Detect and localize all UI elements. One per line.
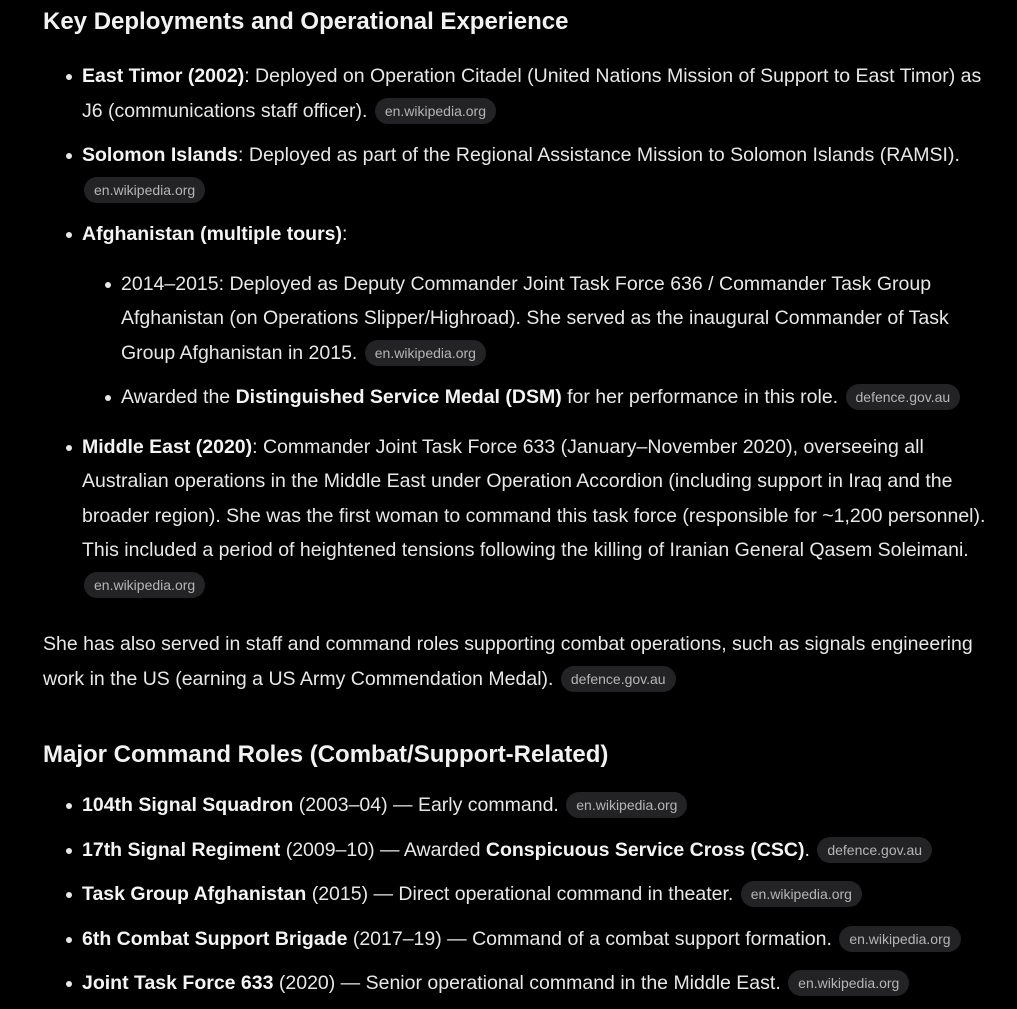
sublist-item [82, 380, 997, 415]
item-title: Joint Task Force 633 [82, 972, 274, 994]
item-text: (2020) — Senior operational command in the Middle East. [273, 972, 781, 994]
item-text: Awarded the [121, 386, 236, 408]
source-chip[interactable]: defence.gov.au [561, 666, 676, 692]
item-title: 6th Combat Support Brigade [82, 927, 348, 950]
sublist-item [82, 267, 997, 371]
list-item [43, 788, 997, 823]
item-text: 2014–2015: Deployed as Deputy Commander Joint Task Force 636 / Commander Task Group Afghanistan (on Operations Slipper/Highroad). She served as the inaugural Commander of Task Group Afghanistan in 2015. [121, 272, 949, 364]
list-item [43, 138, 997, 207]
list-item [43, 430, 997, 603]
item-text: (2017–19) — Command of a combat support formation. [347, 927, 832, 950]
commands-list [43, 788, 997, 1001]
summary-paragraph [43, 627, 997, 696]
item-emphasis: Distinguished Service Medal (DSM) [235, 386, 562, 408]
source-chip[interactable]: en.wikipedia.org [741, 881, 862, 907]
item-title: Solomon Islands [82, 144, 239, 166]
paragraph-text: She has also served in staff and command roles supporting combat operations, such as signals engineering work in the US (earning a US Army Commendation Medal). [43, 633, 973, 690]
deployments-list [43, 59, 997, 602]
source-chip[interactable]: en.wikipedia.org [84, 572, 205, 598]
item-title: Task Group Afghanistan [82, 883, 307, 905]
item-text: (2003–04) — Early command. [293, 794, 559, 816]
item-title: Afghanistan (multiple tours) [82, 223, 342, 245]
item-text: : Commander Joint Task Force 633 (January–November 2020), overseeing all Australian operations in the Middle East under Operation Accordion (including support in Iraq and the broader region). She was the first woman to command this task force (responsible for ~1,200 personnel). This included a period of heightened tensions following the killing of Iranian General Qasem Soleimani. [82, 435, 986, 561]
source-chip[interactable]: en.wikipedia.org [375, 98, 496, 124]
list-item [43, 833, 997, 868]
item-title: Middle East (2020) [82, 435, 253, 458]
list-item [43, 217, 997, 415]
item-text: : Deployed as part of the Regional Assistance Mission to Solomon Islands (RAMSI). [238, 144, 960, 166]
list-item [43, 922, 997, 957]
list-item [43, 59, 997, 128]
source-chip[interactable]: en.wikipedia.org [365, 340, 486, 366]
item-text: : [342, 223, 348, 245]
sublist [82, 267, 997, 415]
source-chip[interactable]: en.wikipedia.org [839, 926, 960, 952]
deployments-heading: Key Deployments and Operational Experience [43, 8, 569, 35]
source-chip[interactable]: defence.gov.au [817, 837, 932, 863]
item-emphasis: Conspicuous Service Cross (CSC) [485, 838, 805, 861]
item-title: 17th Signal Regiment [82, 838, 281, 861]
commands-heading: Major Command Roles (Combat/Support-Related) [43, 741, 609, 768]
item-text: . [804, 838, 810, 861]
source-chip[interactable]: en.wikipedia.org [84, 177, 205, 203]
item-title: 104th Signal Squadron [82, 794, 294, 816]
item-text: (2015) — Direct operational command in theater. [306, 883, 734, 905]
source-chip[interactable]: en.wikipedia.org [566, 792, 687, 818]
source-chip[interactable]: en.wikipedia.org [788, 970, 909, 996]
item-text: for her performance in this role. [561, 386, 839, 408]
list-item [43, 966, 997, 1001]
source-chip[interactable]: defence.gov.au [846, 384, 961, 410]
list-item [43, 877, 997, 912]
item-text: : Deployed on Operation Citadel (United Nations Mission of Support to East Timor) as J6 (communications staff officer). [82, 65, 982, 122]
item-text: (2009–10) — Awarded [280, 838, 486, 861]
item-title: East Timor (2002) [82, 65, 245, 87]
